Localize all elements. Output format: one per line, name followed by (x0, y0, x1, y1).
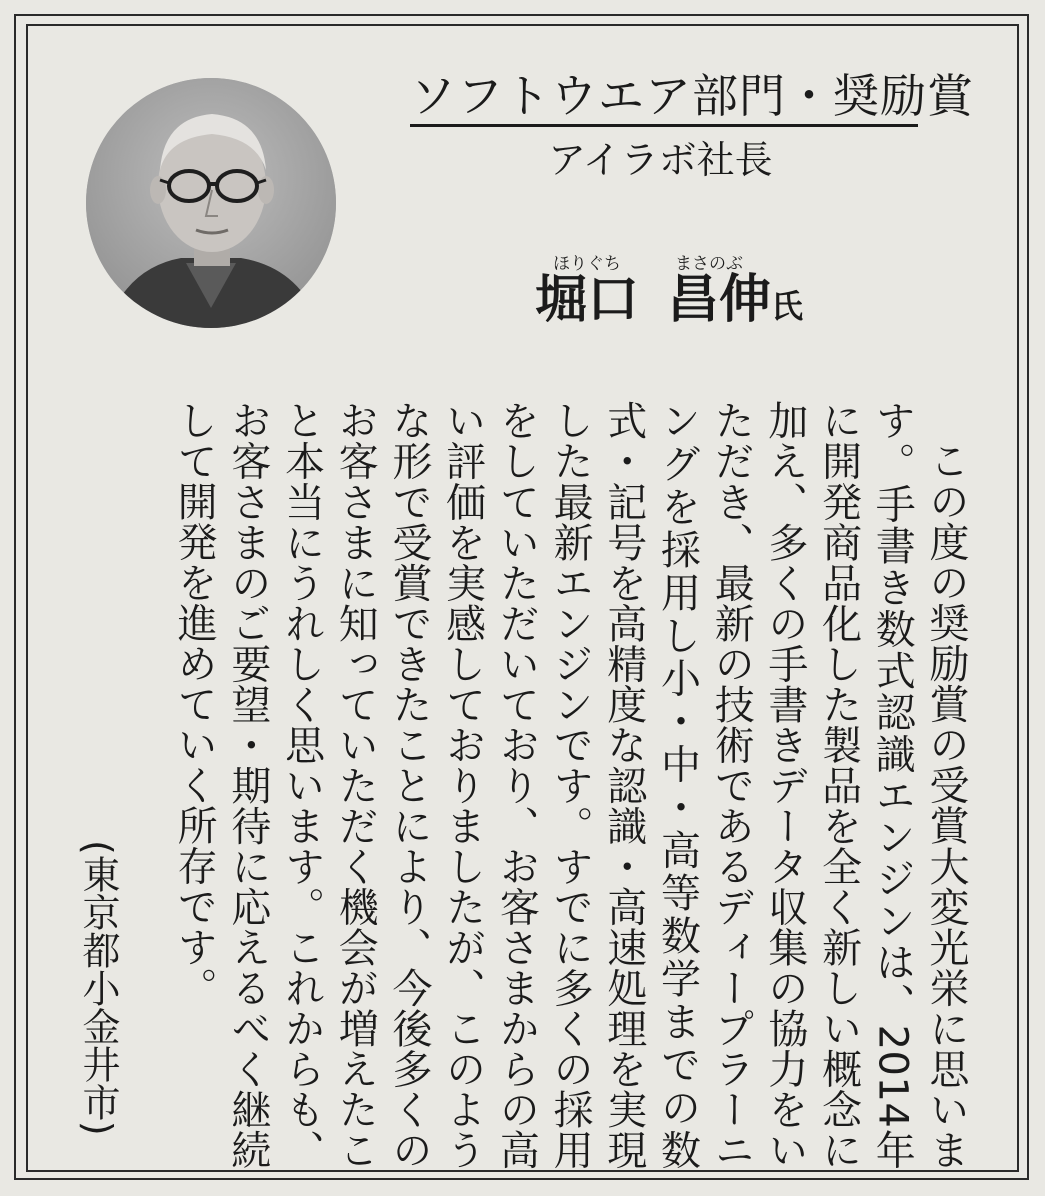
portrait-photo (86, 78, 336, 328)
article-paragraph: この度の奨励賞の受賞大変光栄に思います。手書き数式認識エンジンは、2014年に開発商品化した製品を全く新しい概念に加え、多くの手書きデータ収集の協力をいただき、最新の技術であるディープラーニングを採用し小・中・高等数学までの数式・記号を高精度な認識・高速処理を実現した最新エンジンです。すでに多くの採用をしていただいており、お客さまからの高い評価を実感しておりましたが、このような形で受賞できたことにより、今後多くのお客さまに知っていただく機会が増えたこと本当にうれしく思います。これからも、お客さまのご要望・期待に応えるべく継続して開発を進めていく所存です。 (171, 400, 969, 1170)
given-name: 昌伸 (667, 270, 772, 330)
honorific: 氏 (771, 287, 804, 325)
given-name-ruby: まさのぶ (675, 254, 743, 274)
company-title: アイラボ社長 (548, 138, 773, 182)
article-body (72, 400, 972, 1170)
award-category: ソフトウエア部門・奨励賞 (410, 69, 974, 123)
address: (東京都小金井市) (76, 840, 120, 1136)
person-name (535, 268, 803, 338)
family-name-ruby: ほりぐち (553, 254, 621, 274)
category-underline (410, 124, 918, 127)
family-name: 堀口 (535, 270, 640, 330)
